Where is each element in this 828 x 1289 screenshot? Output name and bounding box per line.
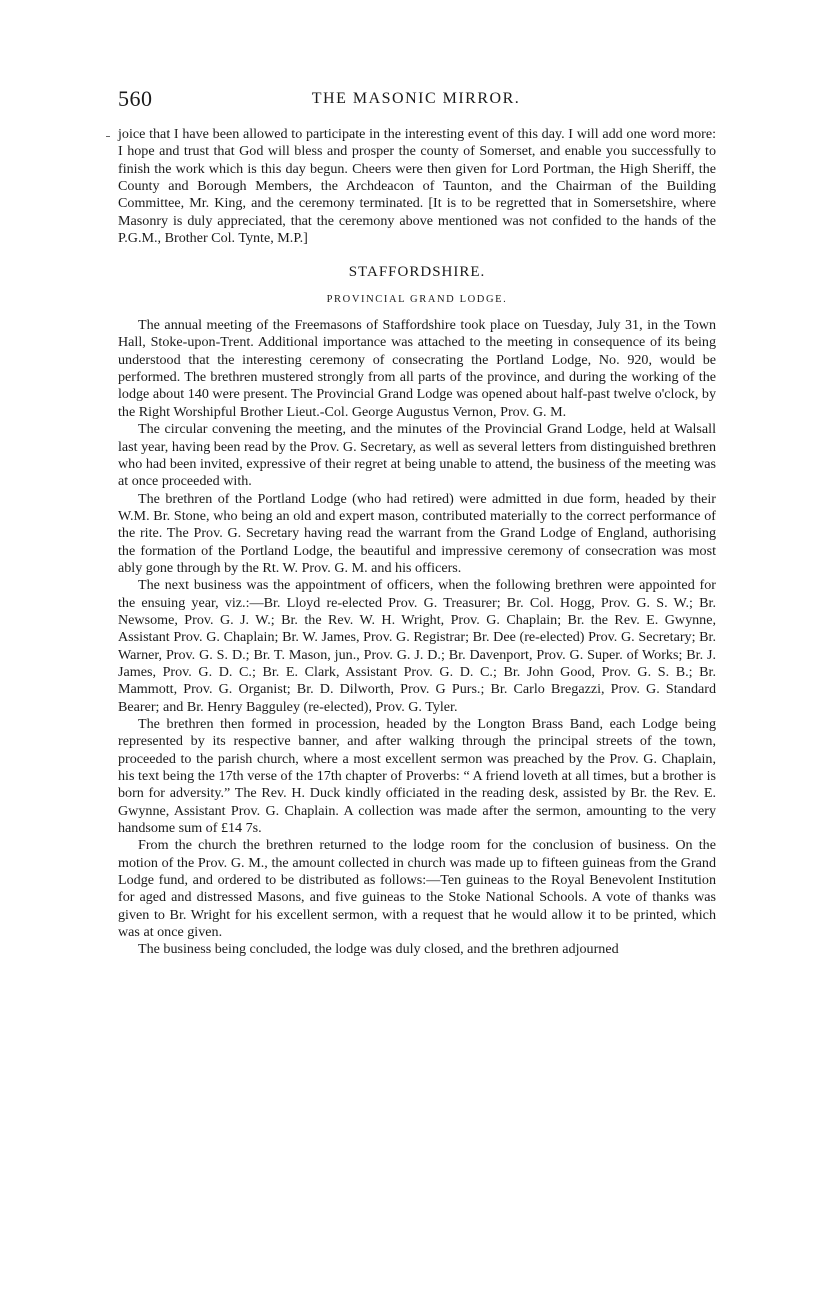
section-subtitle: PROVINCIAL GRAND LODGE. [326,293,508,305]
paragraph-annual-meeting: The annual meeting of the Freemasons of Staffordshire took place on Tuesday, July 31, in the Town Hall, Stoke-upon-Trent. Additional importance was attached to the meeting in consequence of its being understood that the interesting ceremony of consecrating the Portland Lodge, No. 920, would be performed. The brethren mustered strongly from all parts of the province, and during the working of the lodge about 140 were present. The Provincial Grand Lodge was opened about half-past twelve o'clock, by the Right Worshipful Brother Lieut.-Col. George Augustus Vernon, Prov. G. M. [118,317,716,420]
paragraph-officers: The next business was the appointment of officers, when the following brethren were appointed for the ensuing year, viz.:—Br. Lloyd re-elected Prov. G. Treasurer; Br. Col. Hogg, Prov. G. S. W.; Br. Newsome, Prov. G. J. W.; Br. the Rev. W. H. Wright, Prov. G. Chaplain; Br. the Rev. E. Gwynne, Assistant Prov. G. Chaplain; Br. W. James, Prov. G. Registrar; Br. Dee (re-elected) Prov. G. Secretary; Br. Warner, Prov. G. S. D.; Br. T. Mason, jun., Prov. G. J. D.; Br. Davenport, Prov. G. Super. of Works; Br. J. James, Prov. G. D. C.; Br. E. Clark, Assistant Prov. G. D. C.; Br. John Good, Prov. G. S. B.; Br. Mammott, Prov. G. Organist; Br. D. Dilworth, Prov. G Purs.; Br. Carlo Bregazzi, Prov. G. Standard Bearer; and Br. Henry Bagguley (re-elected), Prov. G. Tyler. [118,577,716,715]
section-title: STAFFORDSHIRE. [348,264,486,281]
paragraph-circular: The circular convening the meeting, and the minutes of the Provincial Grand Lodge, held at Walsall last year, having been read by the Prov. G. Secretary, as well as several letters from distinguished brethren who had been invited, expressive of their regret at being unable to attend, the business of the meeting was at once proceeded with. [118,421,716,490]
page-header [118,86,714,116]
paragraph-church-return: From the church the brethren returned to the lodge room for the conclusion of business. On the motion of the Prov. G. M., the amount collected in church was made up to fifteen guineas from the Grand Lodge fund, and ordered to be distributed as follows:—Ten guineas to the Royal Benevolent Institution for aged and distressed Masons, and five guineas to the Stoke National Schools. A vote of thanks was given to Br. Wright for his excellent sermon, with a request that he would allow it to be printed, which was at once given. [118,837,716,941]
paragraph-closing: The business being concluded, the lodge was duly closed, and the brethren adjourned [138,941,619,958]
margin-mark [106,136,110,137]
article-body [118,126,716,959]
page-number: 560 [118,86,153,111]
paragraph-portland-lodge: The brethren of the Portland Lodge (who had retired) were admitted in due form, headed by their W.M. Br. Stone, who being an old and expert mason, contributed materially to the correct performance of the rite. The Prov. G. Secretary having read the warrant from the Grand Lodge of England, authorising the formation of the Portland Lodge, the beautiful and impressive ceremony of consecration was most ably gone through by the Rt. W. Prov. G. M. and his officers. [118,490,716,576]
paragraph-continuation: joice that I have been allowed to participate in the interesting event of this day. I will add one word more: I hope and trust that God will bless and prosper the county of Somerset, and enable you successfully to finish the work which is this day begun. Cheers were then given for Lord Portman, the High Sheriff, the County and Borough Members, the Archdeacon of Taunton, and the Chairman of the Building Committee, Mr. King, and the ceremony terminated. [It is to be regretted that in Somersetshire, where Masonry is duly appreciated, that the ceremony above mentioned was not confided to the hands of the P.G.M., Brother Col. Tynte, M.P.] [118,126,716,247]
paragraph-procession: The brethren then formed in procession, headed by the Longton Brass Band, each Lodge being represented by its respective banner, and after walking through the principal streets of the town, proceeded to the parish church, where a most excellent sermon was preached by the Prov. G. Chaplain, his text being the 17th verse of the 17th chapter of Proverbs: “ A friend loveth at all times, but a brother is born for adversity.” The Rev. H. Duck kindly officiated in the reading desk, assisted by Br. the Rev. E. Gwynne, Assistant Prov. G. Chaplain. A collection was made after the sermon, amounting to the very handsome sum of £14 7s. [118,716,716,837]
running-head: THE MASONIC MIRROR. [311,90,521,107]
